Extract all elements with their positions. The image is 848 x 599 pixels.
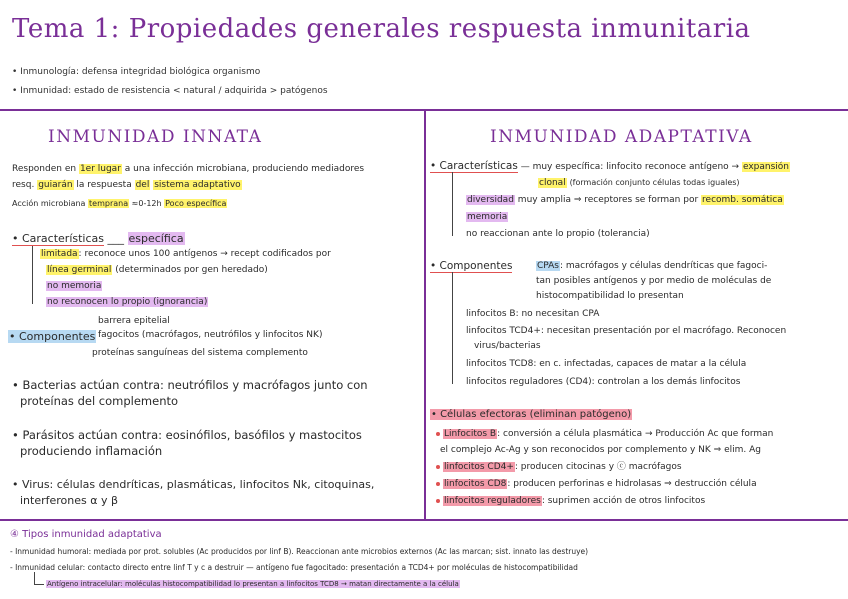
adapt-efec-2: el complejo Ac-Ag y son reconocidos por complemento y NK ⇒ elim. Ag xyxy=(440,445,761,455)
adapt-efec-5: linfocitos reguladores: suprimen acción de otros linfocitos xyxy=(436,496,705,507)
innata-car-bracket xyxy=(32,246,33,304)
innata-car-2: línea germinal (determinados por gen heredado) xyxy=(47,265,268,275)
adapt-cpa-3: histocompatibilidad lo presentan xyxy=(536,291,684,301)
adapt-car-line-1: • Características — muy específica: linfocito reconoce antígeno → expansión xyxy=(430,160,789,172)
innata-virus-2: interferones α y β xyxy=(20,494,119,507)
bullet-icon xyxy=(436,432,440,436)
adapt-linf-tcd8: linfocitos TCD8: en c. infectadas, capaces de matar a la célula xyxy=(466,359,747,369)
innata-paragraph-line-2: resq. guiarán la respuesta del sistema adaptativo xyxy=(12,180,241,190)
intro-line-2: • Inmunidad: estado de resistencia < natural / adquirida > patógenos xyxy=(12,86,328,96)
intro-line-1: • Inmunología: defensa integridad biológica organismo xyxy=(12,67,261,77)
adapt-efec-4: linfocitos CD8: producen perforinas e hidrolasas ⇒ destrucción célula xyxy=(436,479,757,490)
innata-car-3: no memoria xyxy=(47,281,102,291)
innata-comp-2: fagocitos (macrófagos, neutrófilos y linfocitos NK) xyxy=(98,330,323,340)
bullet-icon xyxy=(436,465,440,469)
adapt-efec-3: linfocitos CD4+: producen citocinas y ⓒ macrófagos xyxy=(436,462,682,473)
tipos-celular: - Inmunidad celular: contacto directo entre linf T y c a destruir — antígeno fue fagocitado: presentación a TCD4+ por moléculas de histocompatibilidad xyxy=(10,563,578,572)
innata-caracteristicas-heading: • Características ___ específica xyxy=(12,232,184,245)
bottom-divider xyxy=(0,519,848,521)
adapt-linf-tcd4-1: linfocitos TCD4+: necesitan presentación por el macrófago. Reconocen xyxy=(466,326,787,336)
center-divider xyxy=(424,109,426,519)
bullet-icon xyxy=(436,499,440,503)
adapt-linf-tcd4-2: virus/bacterias xyxy=(474,341,541,351)
innata-comp-3: proteínas sanguíneas del sistema complemento xyxy=(92,348,308,358)
tipos-title: ④ Tipos inmunidad adaptativa xyxy=(10,529,162,540)
adapt-cpa-2: tan posibles antígenos y por medio de moléculas de xyxy=(536,276,772,286)
adapt-car-line-2: clonal (formación conjunto células todas iguales) xyxy=(539,178,740,188)
innata-virus-1: • Virus: células dendríticas, plasmáticas, linfocitos Nk, citoquinas, xyxy=(12,478,375,491)
adapt-car-bracket xyxy=(452,172,453,236)
adapt-cpa-1: CPAs: macrófagos y células dendríticas que fagoci- xyxy=(537,261,768,271)
tipos-bracket-foot xyxy=(34,584,44,585)
innata-componentes-heading: • Componentes xyxy=(9,330,96,343)
innata-car-1: limitada: reconoce unos 100 antígenos → recept codificados por xyxy=(41,249,331,259)
innata-title: INMUNIDAD INNATA xyxy=(48,127,263,147)
innata-bacterias-2: proteínas del complemento xyxy=(20,394,179,408)
tipos-bracket xyxy=(34,572,35,584)
innata-parasitos-1: • Parásitos actúan contra: eosinófilos, basófilos y mastocitos xyxy=(12,428,362,442)
adapt-car-4: memoria xyxy=(467,212,508,222)
adapt-linf-b: linfocitos B: no necesitan CPA xyxy=(466,309,600,319)
innata-paragraph-line-3: Acción microbiana temprana ≈0-12h Poco específica xyxy=(12,199,227,208)
adapt-comp-bracket xyxy=(452,272,453,384)
tipos-humoral: - Inmunidad humoral: mediada por prot. solubles (Ac producidos por linf B). Reaccionan ante microbios externos (Ac las marcan; sist. innato las destruye) xyxy=(10,547,589,556)
adapt-linf-reg: linfocitos reguladores (CD4): controlan a los demás linfocitos xyxy=(466,377,741,387)
adapt-car-3: diversidad muy amplia ⇒ receptores se forman por recomb. somática xyxy=(467,195,783,205)
tipos-intracelular: Antígeno intracelular: moléculas histocompatibilidad lo presentan a linfocitos TCD8 → matan directamente a la célula xyxy=(47,580,459,588)
adapt-efectoras-heading: • Células efectoras (eliminan patógeno) xyxy=(431,409,632,420)
innata-parasitos-2: produciendo inflamación xyxy=(20,444,163,458)
adapt-efec-1: Linfocitos B: conversión a célula plasmática → Producción Ac que forman xyxy=(436,429,773,440)
innata-car-4: no reconocen lo propio (ignorancia) xyxy=(47,297,208,307)
page-title: Tema 1: Propiedades generales respuesta inmunitaria xyxy=(12,14,751,44)
innata-bacterias-1: • Bacterias actúan contra: neutrófilos y macrófagos junto con xyxy=(12,378,368,392)
innata-comp-1: barrera epitelial xyxy=(98,316,170,326)
bullet-icon xyxy=(436,482,440,486)
adapt-componentes-heading: • Componentes xyxy=(430,260,513,272)
innata-paragraph-line-1: Responden en 1er lugar a una infección microbiana, produciendo mediadores xyxy=(12,164,365,174)
adapt-car-5: no reaccionan ante lo propio (tolerancia) xyxy=(466,229,650,239)
adaptativa-title: INMUNIDAD ADAPTATIVA xyxy=(490,127,753,147)
